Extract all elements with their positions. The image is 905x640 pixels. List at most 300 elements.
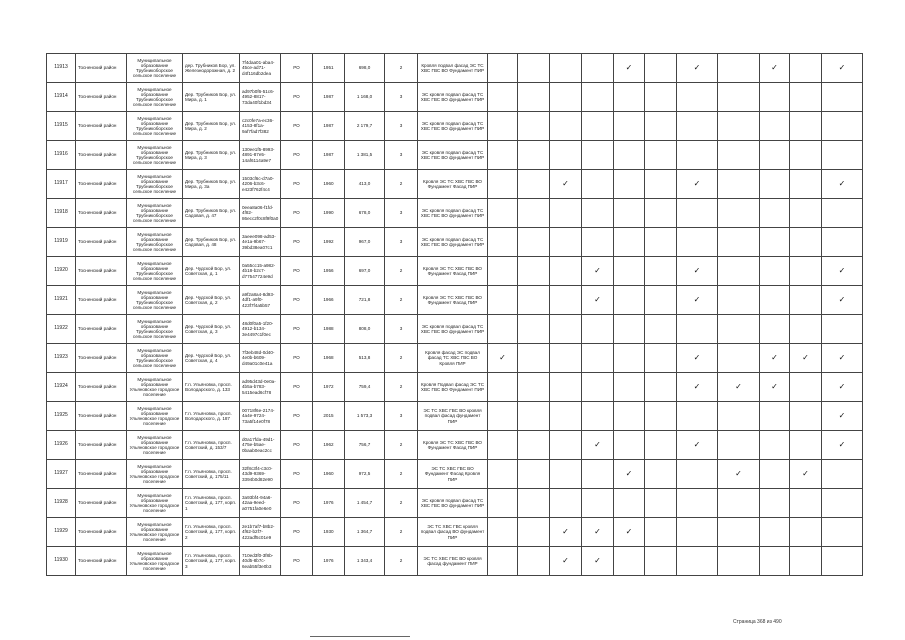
empty-check-cell [677, 518, 718, 547]
empty-check-cell [790, 518, 822, 547]
cell-works: ЭС кровля подвал фасад ТС ХВС ГВС ВО фундамент ПИР [418, 228, 488, 257]
cell-address: Г.п. Ульяновка, просп. Володарского, д. 133 [183, 373, 240, 402]
empty-check-cell [645, 228, 677, 257]
empty-check-cell [550, 83, 582, 112]
empty-check-cell [718, 257, 760, 286]
empty-check-cell [718, 170, 760, 199]
cell-area: 972,5 [345, 460, 385, 489]
empty-check-cell [760, 547, 790, 576]
empty-check-cell [822, 199, 863, 228]
cell-floors: 2 [385, 286, 418, 315]
empty-check-cell [645, 431, 677, 460]
cell-district: Тосненский район [76, 286, 127, 315]
cell-address: Г.п. Ульяновка, просп. Советский, д. 175/11 [183, 460, 240, 489]
cell-municipality: Муниципальное образование Трубникоборское сельское поселение [127, 54, 183, 83]
cell-address: Дер. Чудской Бор, ул. Советская, д. 3 [183, 315, 240, 344]
cell-year: 1930 [313, 518, 345, 547]
empty-check-cell [718, 315, 760, 344]
cell-guid: 0a55cc15-a982-4b18-b2c7-d77547724e9d [240, 257, 281, 286]
empty-check-cell [550, 286, 582, 315]
cell-guid: 7f3eb48d-0d40-4e0b-b609-d49a01c0e41a [240, 344, 281, 373]
check-icon: ✓ [790, 344, 822, 373]
empty-check-cell [550, 402, 582, 431]
cell-works: Кровля ЭС ТС ХВС ГВС ВО Фундамент Фасад ПИР [418, 286, 488, 315]
check-icon: ✓ [822, 402, 863, 431]
cell-area: 1 454,7 [345, 489, 385, 518]
cell-district: Тосненский район [76, 315, 127, 344]
cell-floors: 3 [385, 315, 418, 344]
cell-guid: 48d0f0a5-1f20-4912-b134-3e4497c1f0ec [240, 315, 281, 344]
table-row [47, 518, 863, 547]
empty-check-cell [677, 199, 718, 228]
cell-year: 1960 [313, 170, 345, 199]
registry-table-wrapper [46, 53, 863, 576]
cell-area: 759,4 [345, 373, 385, 402]
cell-guid: 3aeee098-ad53-4e1a-9b67-39bd38ea07c1 [240, 228, 281, 257]
cell-works: ЭС кровля подвал фасад ТС ХВС ГВС ВО фундамент ПИР [418, 489, 488, 518]
cell-num: 11928 [47, 489, 76, 518]
cell-address: Дер. Трубников Бор, ул. Мира, д. 1 [183, 83, 240, 112]
check-icon: ✓ [677, 344, 718, 373]
empty-check-cell [550, 141, 582, 170]
empty-check-cell [645, 489, 677, 518]
cell-district: Тосненский район [76, 460, 127, 489]
empty-check-cell [488, 286, 518, 315]
check-icon: ✓ [760, 373, 790, 402]
empty-check-cell [582, 402, 614, 431]
cell-area: 1 343,4 [345, 547, 385, 576]
empty-check-cell [518, 228, 550, 257]
empty-check-cell [488, 141, 518, 170]
table-row [47, 344, 863, 373]
cell-works: ЭС кровля подвал фасад ТС ХВС ГВС ВО фундамент ПИР [418, 199, 488, 228]
empty-check-cell [822, 547, 863, 576]
cell-floors: 3 [385, 199, 418, 228]
cell-area: 1 364,7 [345, 518, 385, 547]
cell-floors: 3 [385, 141, 418, 170]
cell-guid: 0eea8a06-f1fd-4f82-86ecc2f0c8f9f0a0 [240, 199, 281, 228]
cell-floors: 2 [385, 54, 418, 83]
cell-floors: 3 [385, 112, 418, 141]
cell-year: 1962 [313, 431, 345, 460]
cell-floors: 2 [385, 460, 418, 489]
empty-check-cell [760, 228, 790, 257]
empty-check-cell [488, 83, 518, 112]
empty-check-cell [822, 112, 863, 141]
cell-area: 2 179,7 [345, 112, 385, 141]
cell-municipality: Муниципальное образование Ульяновское городское поселение [127, 518, 183, 547]
cell-area: 808,0 [345, 315, 385, 344]
cell-num: 11916 [47, 141, 76, 170]
empty-check-cell [488, 373, 518, 402]
empty-check-cell [645, 170, 677, 199]
empty-check-cell [488, 228, 518, 257]
check-icon: ✓ [677, 257, 718, 286]
empty-check-cell [582, 489, 614, 518]
cell-works: ЭС ТС ХВС ГВС кровля подвал фасад ВО фундамент ПИР [418, 518, 488, 547]
cell-address: Дер. Чудской Бор, ул. Советская, д. 1 [183, 257, 240, 286]
empty-check-cell [518, 431, 550, 460]
cell-address: Дер. Трубников Бор, ул. Мира, д. 2 [183, 112, 240, 141]
empty-check-cell [677, 112, 718, 141]
empty-check-cell [550, 373, 582, 402]
cell-address: Дер. Трубников Бор, ул. Садовая, д. 48 [183, 228, 240, 257]
empty-check-cell [582, 199, 614, 228]
cell-floors: 2 [385, 547, 418, 576]
check-icon: ✓ [614, 518, 645, 547]
cell-district: Тосненский район [76, 141, 127, 170]
cell-type: РО [281, 54, 313, 83]
cell-area: 678,0 [345, 199, 385, 228]
cell-municipality: Муниципальное образование Ульяновское городское поселение [127, 547, 183, 576]
cell-year: 1968 [313, 344, 345, 373]
check-icon: ✓ [677, 431, 718, 460]
empty-check-cell [760, 460, 790, 489]
empty-check-cell [518, 141, 550, 170]
empty-check-cell [550, 431, 582, 460]
empty-check-cell [582, 54, 614, 83]
table-row [47, 315, 863, 344]
cell-district: Тосненский район [76, 83, 127, 112]
cell-district: Тосненский район [76, 228, 127, 257]
cell-district: Тосненский район [76, 54, 127, 83]
cell-district: Тосненский район [76, 199, 127, 228]
check-icon: ✓ [614, 460, 645, 489]
empty-check-cell [790, 286, 822, 315]
empty-check-cell [822, 489, 863, 518]
empty-check-cell [550, 344, 582, 373]
empty-check-cell [790, 54, 822, 83]
empty-check-cell [614, 373, 645, 402]
empty-check-cell [488, 402, 518, 431]
cell-area: 1 381,5 [345, 141, 385, 170]
cell-type: РО [281, 460, 313, 489]
cell-municipality: Муниципальное образование Трубникоборское сельское поселение [127, 199, 183, 228]
cell-works: ЭС ТС ХВС ГВС ВО Фундамент Фасад Кровля ПИР [418, 460, 488, 489]
cell-district: Тосненский район [76, 402, 127, 431]
check-icon: ✓ [760, 54, 790, 83]
empty-check-cell [488, 170, 518, 199]
empty-check-cell [550, 112, 582, 141]
cell-year: 1988 [313, 315, 345, 344]
empty-check-cell [582, 460, 614, 489]
table-body [47, 54, 863, 576]
cell-address: Дер. Трубников Бор, ул. Садовая, д. 47 [183, 199, 240, 228]
cell-district: Тосненский район [76, 431, 127, 460]
check-icon: ✓ [822, 257, 863, 286]
cell-address: дер. Трубников Бор, ул. Железнодорожная, д. 2 [183, 54, 240, 83]
cell-address: Дер. Трубников Бор, ул. Мира, д. 3 [183, 141, 240, 170]
empty-check-cell [518, 402, 550, 431]
cell-type: РО [281, 373, 313, 402]
empty-check-cell [677, 489, 718, 518]
empty-check-cell [488, 518, 518, 547]
check-icon: ✓ [677, 54, 718, 83]
empty-check-cell [488, 315, 518, 344]
empty-check-cell [677, 460, 718, 489]
table-row [47, 286, 863, 315]
empty-check-cell [488, 112, 518, 141]
check-icon: ✓ [822, 54, 863, 83]
cell-address: Г.п. Ульяновка, просп. Советский, д. 153/7 [183, 431, 240, 460]
empty-check-cell [614, 547, 645, 576]
table-row [47, 547, 863, 576]
cell-num: 11914 [47, 83, 76, 112]
empty-check-cell [550, 315, 582, 344]
empty-check-cell [822, 460, 863, 489]
empty-check-cell [614, 286, 645, 315]
cell-floors: 2 [385, 344, 418, 373]
empty-check-cell [518, 547, 550, 576]
empty-check-cell [614, 257, 645, 286]
empty-check-cell [550, 460, 582, 489]
check-icon: ✓ [822, 431, 863, 460]
empty-check-cell [645, 373, 677, 402]
table-row [47, 257, 863, 286]
cell-num: 11924 [47, 373, 76, 402]
empty-check-cell [790, 315, 822, 344]
cell-year: 1992 [313, 228, 345, 257]
cell-type: РО [281, 257, 313, 286]
empty-check-cell [790, 228, 822, 257]
cell-num: 11929 [47, 518, 76, 547]
cell-floors: 2 [385, 257, 418, 286]
cell-district: Тосненский район [76, 547, 127, 576]
cell-floors: 2 [385, 489, 418, 518]
cell-district: Тосненский район [76, 518, 127, 547]
check-icon: ✓ [677, 170, 718, 199]
empty-check-cell [790, 141, 822, 170]
cell-works: Кровля подвал фасад ЭС ТС ХВС ГВС ВО Фундамент ПИР [418, 54, 488, 83]
empty-check-cell [645, 402, 677, 431]
cell-floors: 3 [385, 402, 418, 431]
cell-year: 1990 [313, 199, 345, 228]
cell-municipality: Муниципальное образование Трубникоборское сельское поселение [127, 344, 183, 373]
cell-year: 1966 [313, 286, 345, 315]
cell-district: Тосненский район [76, 344, 127, 373]
empty-check-cell [488, 431, 518, 460]
empty-check-cell [518, 83, 550, 112]
cell-municipality: Муниципальное образование Ульяновское городское поселение [127, 489, 183, 518]
cell-works: ЭС кровля подвал фасад ТС ХВС ГВС ВО фундамент ПИР [418, 112, 488, 141]
cell-year: 2015 [313, 402, 345, 431]
cell-works: Кровля фасад ЭС подвал фасад ТС ХВС ГВС ВО Кровля ПИР [418, 344, 488, 373]
cell-area: 721,8 [345, 286, 385, 315]
cell-district: Тосненский район [76, 257, 127, 286]
check-icon: ✓ [582, 518, 614, 547]
empty-check-cell [645, 199, 677, 228]
empty-check-cell [582, 315, 614, 344]
check-icon: ✓ [718, 373, 760, 402]
cell-type: РО [281, 228, 313, 257]
cell-address: Дер. Чудской Бор, ул. Советская, д. 2 [183, 286, 240, 315]
cell-guid: d0a17fda-49d1-475e-b5ae-0baab0eac2cc [240, 431, 281, 460]
table-row [47, 141, 863, 170]
empty-check-cell [790, 402, 822, 431]
table-row [47, 54, 863, 83]
cell-year: 1976 [313, 547, 345, 576]
empty-check-cell [518, 344, 550, 373]
empty-check-cell [518, 257, 550, 286]
cell-works: ЭС кровля подвал фасад ТС ХВС ГВС ВО фундамент ПИР [418, 315, 488, 344]
empty-check-cell [760, 286, 790, 315]
empty-check-cell [645, 547, 677, 576]
table-row [47, 373, 863, 402]
cell-year: 1956 [313, 257, 345, 286]
cell-municipality: Муниципальное образование Трубникоборское сельское поселение [127, 170, 183, 199]
cell-num: 11930 [47, 547, 76, 576]
empty-check-cell [550, 199, 582, 228]
cell-area: 413,0 [345, 170, 385, 199]
empty-check-cell [614, 315, 645, 344]
cell-municipality: Муниципальное образование Ульяновское городское поселение [127, 373, 183, 402]
cell-num: 11918 [47, 199, 76, 228]
cell-address: Дер. Чудской Бор, ул. Советская, д. 4 [183, 344, 240, 373]
cell-municipality: Муниципальное образование Трубникоборское сельское поселение [127, 112, 183, 141]
empty-check-cell [614, 228, 645, 257]
empty-check-cell [718, 141, 760, 170]
cell-floors: 2 [385, 518, 418, 547]
table-row [47, 402, 863, 431]
cell-type: РО [281, 286, 313, 315]
cell-year: 1987 [313, 112, 345, 141]
empty-check-cell [645, 141, 677, 170]
cell-type: РО [281, 170, 313, 199]
cell-guid: c2c0fe7a-ec36-4153-8f1a-9af7fad7f382 [240, 112, 281, 141]
empty-check-cell [614, 489, 645, 518]
empty-check-cell [645, 344, 677, 373]
empty-check-cell [614, 344, 645, 373]
check-icon: ✓ [582, 286, 614, 315]
empty-check-cell [645, 112, 677, 141]
table-row [47, 228, 863, 257]
cell-works: ЭС кровля подвал фасад ТС ХВС ГВС ВО фундамент ПИР [418, 141, 488, 170]
empty-check-cell [790, 431, 822, 460]
cell-guid: 7f4daa01-aba4-45ce-ad71-d4f116db2dea [240, 54, 281, 83]
cell-guid: 00718f6e-2174-4a4e-9724-73a5f14e0f78 [240, 402, 281, 431]
table-row [47, 83, 863, 112]
empty-check-cell [614, 112, 645, 141]
cell-year: 1960 [313, 460, 345, 489]
empty-check-cell [645, 460, 677, 489]
cell-type: РО [281, 199, 313, 228]
empty-check-cell [518, 54, 550, 83]
empty-check-cell [518, 373, 550, 402]
check-icon: ✓ [550, 547, 582, 576]
empty-check-cell [760, 199, 790, 228]
empty-check-cell [718, 402, 760, 431]
empty-check-cell [760, 83, 790, 112]
empty-check-cell [550, 228, 582, 257]
check-icon: ✓ [822, 286, 863, 315]
empty-check-cell [718, 286, 760, 315]
empty-check-cell [822, 518, 863, 547]
cell-address: Г.п. Ульяновка, просп. Советский, д. 177, корп. 1 [183, 489, 240, 518]
empty-check-cell [518, 170, 550, 199]
check-icon: ✓ [822, 170, 863, 199]
cell-district: Тосненский район [76, 170, 127, 199]
cell-area: 698,0 [345, 54, 385, 83]
cell-floors: 2 [385, 170, 418, 199]
empty-check-cell [822, 228, 863, 257]
empty-check-cell [760, 402, 790, 431]
cell-municipality: Муниципальное образование Трубникоборское сельское поселение [127, 83, 183, 112]
cell-num: 11921 [47, 286, 76, 315]
empty-check-cell [677, 83, 718, 112]
empty-check-cell [760, 518, 790, 547]
table-row [47, 170, 863, 199]
cell-address: Г.п. Ульяновка, просп. Володарского, д. 187 [183, 402, 240, 431]
empty-check-cell [614, 141, 645, 170]
empty-check-cell [582, 83, 614, 112]
cell-district: Тосненский район [76, 112, 127, 141]
empty-check-cell [718, 518, 760, 547]
empty-check-cell [518, 489, 550, 518]
cell-address: Г.п. Ульяновка, просп. Советский, д. 177, корп. 3 [183, 547, 240, 576]
empty-check-cell [790, 199, 822, 228]
empty-check-cell [677, 547, 718, 576]
cell-area: 1 573,3 [345, 402, 385, 431]
empty-check-cell [677, 228, 718, 257]
empty-check-cell [760, 431, 790, 460]
cell-works: Кровля ЭС ТС ХВС ГВС ВО Фундамент Фасад ПИР [418, 170, 488, 199]
cell-type: РО [281, 402, 313, 431]
check-icon: ✓ [582, 257, 614, 286]
empty-check-cell [550, 54, 582, 83]
cell-works: ЭС ТС ХВС ГВС ВО кровля подвал фасад фундамент ПИР [418, 402, 488, 431]
check-icon: ✓ [718, 460, 760, 489]
cell-type: РО [281, 431, 313, 460]
cell-guid: a9f2a8a4-8d93-4df1-a9f0-423f7f4a5b57 [240, 286, 281, 315]
empty-check-cell [822, 83, 863, 112]
empty-check-cell [582, 228, 614, 257]
cell-guid: 3a93bf4-94a6-42aa-9eed-a0751fa0e6e0 [240, 489, 281, 518]
empty-check-cell [822, 141, 863, 170]
cell-type: РО [281, 518, 313, 547]
empty-check-cell [645, 54, 677, 83]
empty-check-cell [645, 518, 677, 547]
cell-year: 1972 [313, 373, 345, 402]
cell-type: РО [281, 112, 313, 141]
empty-check-cell [760, 112, 790, 141]
cell-address: Г.п. Ульяновка, просп. Советский, д. 177, корп. 2 [183, 518, 240, 547]
cell-num: 11917 [47, 170, 76, 199]
cell-type: РО [281, 315, 313, 344]
cell-municipality: Муниципальное образование Трубникоборское сельское поселение [127, 257, 183, 286]
cell-guid: ad95d43d-0e0a-4b5a-b783-5415ead6cf78 [240, 373, 281, 402]
empty-check-cell [718, 344, 760, 373]
cell-area: 697,0 [345, 257, 385, 286]
cell-num: 11926 [47, 431, 76, 460]
table-row [47, 489, 863, 518]
cell-district: Тосненский район [76, 373, 127, 402]
empty-check-cell [614, 431, 645, 460]
empty-check-cell [718, 83, 760, 112]
cell-year: 1951 [313, 54, 345, 83]
empty-check-cell [582, 170, 614, 199]
table-row [47, 199, 863, 228]
bottom-rule [310, 636, 410, 637]
check-icon: ✓ [582, 547, 614, 576]
cell-num: 11922 [47, 315, 76, 344]
empty-check-cell [790, 112, 822, 141]
cell-municipality: Муниципальное образование Ульяновское городское поселение [127, 460, 183, 489]
empty-check-cell [488, 460, 518, 489]
cell-works: ЭС ТС ХВС ГВС ВО кровля фасад фундамент ПИР [418, 547, 488, 576]
empty-check-cell [488, 257, 518, 286]
cell-municipality: Муниципальное образование Ульяновское городское поселение [127, 431, 183, 460]
check-icon: ✓ [550, 170, 582, 199]
